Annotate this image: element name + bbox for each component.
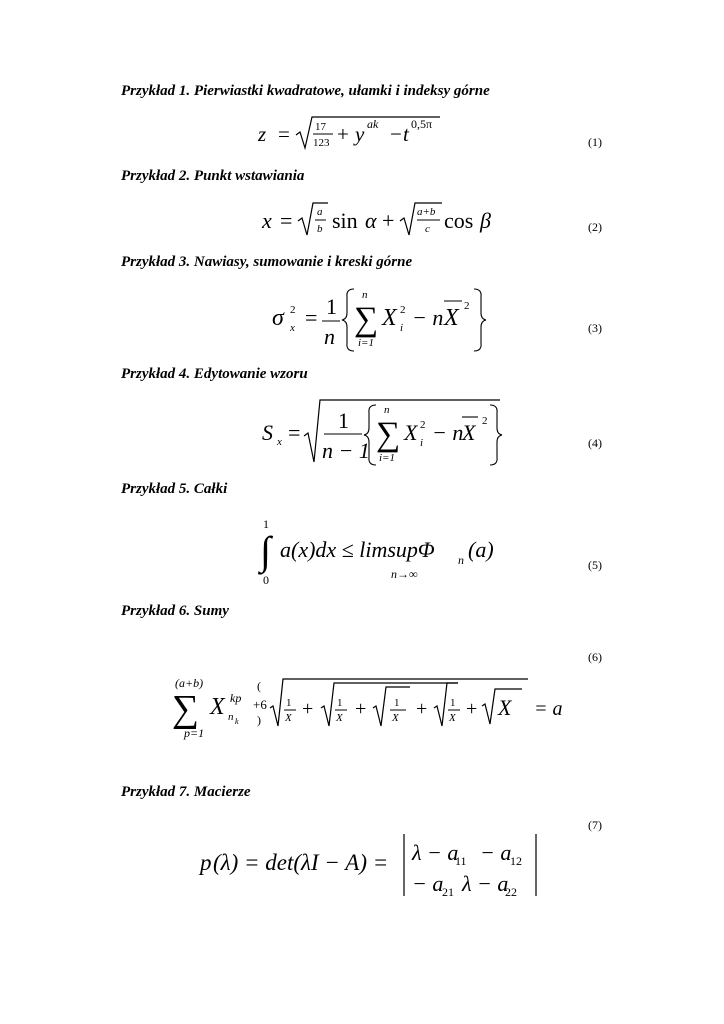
f6-X: X bbox=[210, 694, 225, 720]
f5-arg: (a) bbox=[468, 537, 494, 562]
example-1-heading: Przykład 1. Pierwiastki kwadratowe, ułamki i indeksy górne bbox=[121, 83, 490, 99]
f2-x: x bbox=[262, 208, 272, 233]
f1-num: 17 bbox=[315, 121, 326, 133]
f6-X4: X bbox=[449, 712, 456, 724]
f6-one-2: 1 bbox=[337, 697, 343, 709]
f3-n: n bbox=[324, 324, 335, 349]
f4-top: n bbox=[384, 404, 390, 416]
f4-sigma-sum: ∑ bbox=[376, 416, 401, 453]
f2-alpha: α bbox=[365, 208, 377, 233]
f4-sub: x bbox=[277, 436, 282, 448]
eqnum-7: (7) bbox=[588, 818, 602, 832]
formula-7 bbox=[200, 830, 550, 900]
f4-mn: − n bbox=[432, 420, 464, 445]
f3-lbrace bbox=[342, 289, 354, 351]
f4-one: 1 bbox=[338, 408, 349, 433]
formula-6 bbox=[172, 674, 572, 744]
f3-rbrace bbox=[474, 289, 486, 351]
f3-two2: 2 bbox=[464, 300, 470, 312]
f2-cos: cos bbox=[444, 208, 474, 233]
f3-sup: 2 bbox=[290, 304, 296, 316]
f4-i: i bbox=[420, 437, 424, 449]
f4-bottom: i=1 bbox=[379, 452, 395, 464]
eqnum-2: (2) bbox=[588, 220, 602, 234]
f4-rbrace bbox=[490, 405, 502, 465]
f4-den: n − 1 bbox=[322, 438, 370, 463]
f7-r2c2s: 22 bbox=[505, 885, 517, 899]
f3-two: 2 bbox=[400, 304, 406, 316]
f3-sigma: σ bbox=[272, 305, 284, 331]
example-6-heading: Przykład 6. Sumy bbox=[121, 603, 229, 619]
f6-sigma-sum: ∑ bbox=[172, 688, 200, 730]
f6-X5: X bbox=[498, 695, 512, 720]
f6-plus2: + bbox=[355, 698, 367, 720]
f6-plus1: + bbox=[302, 698, 314, 720]
f3-X: X bbox=[382, 305, 397, 331]
f2-sin: sin bbox=[332, 208, 358, 233]
f1-z: z bbox=[258, 122, 267, 146]
f6-X1: X bbox=[285, 712, 292, 724]
f3-Xbar: X bbox=[444, 305, 459, 331]
f6-k: k bbox=[235, 717, 239, 726]
f6-paren2: ) bbox=[257, 713, 261, 727]
formula-2 bbox=[262, 200, 502, 242]
f5-lower: 0 bbox=[263, 573, 269, 587]
f4-two: 2 bbox=[420, 419, 426, 431]
example-7-heading: Przykład 7. Macierze bbox=[121, 784, 251, 800]
f3-mn: − n bbox=[412, 305, 444, 330]
eqnum-3: (3) bbox=[588, 321, 602, 335]
f6-eqa: = a bbox=[534, 698, 563, 720]
example-4-heading: Przykład 4. Edytowanie wzoru bbox=[121, 366, 308, 382]
f1-exp: 0,5π bbox=[411, 117, 433, 131]
f6-X2: X bbox=[336, 712, 343, 724]
f3-eq: = bbox=[305, 305, 318, 330]
eqnum-1: (1) bbox=[588, 135, 602, 149]
f7-r1c2s: 12 bbox=[510, 854, 522, 868]
f4-S: S bbox=[262, 420, 273, 445]
f6-paren: ( bbox=[257, 679, 261, 693]
f2-sqrt1 bbox=[298, 203, 328, 235]
f6-bottom: p=1 bbox=[184, 726, 205, 740]
f6-kp: kp bbox=[230, 691, 242, 705]
f2-eq: = bbox=[280, 208, 293, 233]
f3-sub: x bbox=[290, 322, 295, 334]
formula-4 bbox=[262, 396, 512, 468]
f6-one-4: 1 bbox=[450, 697, 456, 709]
f1-eq: = bbox=[278, 122, 290, 146]
f4-eq: = bbox=[288, 420, 301, 445]
f5-limit: n→∞ bbox=[391, 567, 418, 581]
f2-plus: + bbox=[382, 208, 395, 233]
f5-integral: ∫ bbox=[260, 528, 271, 573]
f5-body: a(x)dx ≤ limsupΦ bbox=[280, 537, 435, 562]
eqnum-4: (4) bbox=[588, 436, 602, 450]
f3-i: i bbox=[400, 322, 404, 334]
formula-1 bbox=[258, 115, 458, 155]
f4-Xbar: X bbox=[462, 420, 476, 445]
example-2-heading: Przykład 2. Punkt wstawiania bbox=[121, 168, 305, 184]
f1-den: 123 bbox=[313, 137, 330, 149]
f7-lhs: (λ) = det(λI − A) = bbox=[213, 850, 389, 875]
f7-r2c1s: 21 bbox=[442, 885, 454, 899]
f3-one: 1 bbox=[326, 294, 337, 319]
f5-n: n bbox=[458, 553, 464, 567]
eqnum-5: (5) bbox=[588, 558, 602, 572]
f7-r1c1: λ − a bbox=[412, 840, 459, 865]
f6-X3: X bbox=[392, 712, 399, 724]
f3-top: n bbox=[362, 289, 368, 301]
f2-c: c bbox=[425, 223, 430, 235]
f6-one-3: 1 bbox=[394, 697, 400, 709]
f3-sigma-sum: ∑ bbox=[354, 301, 379, 338]
f7-r1c1s: 11 bbox=[455, 854, 467, 868]
f6-one-1: 1 bbox=[286, 697, 292, 709]
f3-bottom: i=1 bbox=[358, 337, 374, 349]
f6-plus6: +6 bbox=[253, 697, 267, 712]
f7-r2c2: λ − a bbox=[462, 871, 509, 896]
f1-plus: + bbox=[337, 122, 349, 146]
f7-r2c1: − a bbox=[412, 871, 444, 896]
f6-plus3: + bbox=[416, 698, 428, 720]
f6-top: (a+b) bbox=[175, 676, 204, 690]
example-5-heading: Przykład 5. Całki bbox=[121, 481, 228, 497]
f6-plus4: + bbox=[466, 698, 478, 720]
formula-3 bbox=[272, 283, 492, 353]
eqnum-6: (6) bbox=[588, 650, 602, 664]
f1-y: y bbox=[355, 122, 365, 146]
f4-X: X bbox=[404, 420, 418, 445]
f1-ak: ak bbox=[367, 117, 379, 131]
example-3-heading: Przykład 3. Nawiasy, sumowanie i kreski górne bbox=[121, 254, 413, 270]
f6-nk: n bbox=[228, 711, 234, 723]
f4-two2: 2 bbox=[482, 415, 488, 427]
f1-minus: − bbox=[390, 122, 402, 146]
f2-apb: a+b bbox=[417, 206, 436, 218]
f5-upper: 1 bbox=[263, 517, 269, 531]
f7-p: p bbox=[200, 850, 212, 875]
f1-t: t bbox=[403, 122, 409, 146]
f2-beta: β bbox=[480, 208, 491, 233]
f2-a: a bbox=[317, 206, 323, 218]
formula-5 bbox=[258, 514, 518, 590]
f2-b: b bbox=[317, 223, 323, 235]
f7-r1c2: − a bbox=[480, 840, 512, 865]
